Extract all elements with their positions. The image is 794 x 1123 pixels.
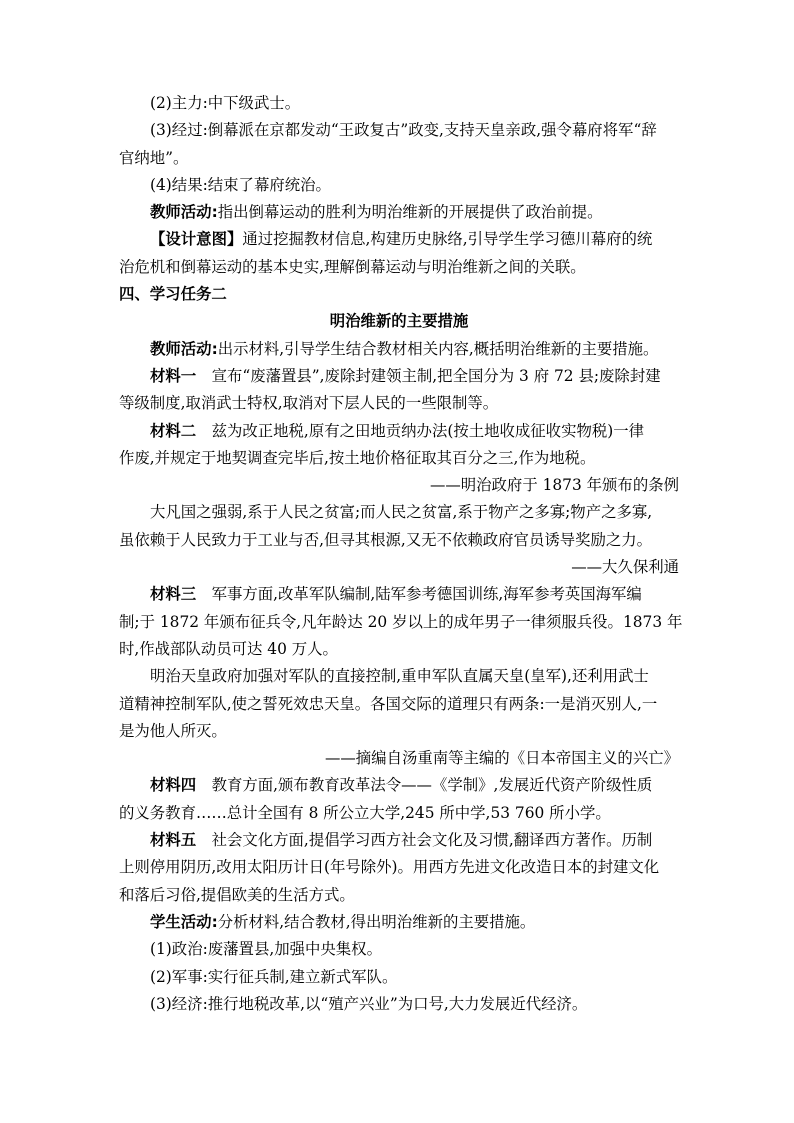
- bold-label: 四、学习任务二: [119, 285, 227, 304]
- text-line-30: [119, 882, 679, 909]
- bold-label: 材料二: [150, 421, 197, 440]
- line-text: (3)经济:推行地税改革,以“殖产兴业”为口号,大力发展近代经济。: [150, 994, 588, 1013]
- text-line-13: [119, 418, 679, 445]
- text-line-17: [119, 527, 679, 554]
- text-line-21: [119, 636, 679, 663]
- text-line-10: [119, 336, 679, 363]
- text-line-31: [119, 909, 679, 936]
- line-text: 虽依赖于人民致力于工业与否,但寻其根源,又无不依赖政府官员诱导奖励之力。: [119, 530, 653, 549]
- bold-label: 教师活动:: [150, 339, 218, 358]
- bold-label: 学生活动:: [150, 912, 218, 931]
- text-line-12: [119, 390, 679, 417]
- text-line-22: [119, 663, 679, 690]
- line-text: 制;于 1872 年颁布征兵令,凡年龄达 20 岁以上的成年男子一律须服兵役。1873 年: [119, 612, 683, 631]
- line-text: 通过挖掘教材信息,构建历史脉络,引导学生学习德川幕府的统: [242, 230, 653, 249]
- text-line-4: [119, 172, 679, 199]
- text-line-32: [119, 936, 679, 963]
- text-line-15: [119, 472, 679, 499]
- text-line-6: [119, 226, 679, 253]
- line-text: 是为他人所灭。: [119, 721, 227, 740]
- text-line-16: [119, 499, 679, 526]
- text-line-23: [119, 691, 679, 718]
- text-line-9: [119, 308, 679, 335]
- bold-label: 教师活动:: [150, 203, 218, 222]
- line-text: ——明治政府于 1873 年颁布的条例: [429, 476, 679, 495]
- text-line-29: [119, 854, 679, 881]
- text-line-24: [119, 718, 679, 745]
- line-text: 治危机和倒幕运动的基本史实,理解倒幕运动与明治维新之间的关联。: [119, 257, 586, 276]
- bold-label: 材料三: [150, 585, 197, 604]
- text-line-2: [119, 117, 679, 144]
- text-line-19: [119, 581, 679, 608]
- line-text: 出示材料,引导学生结合教材相关内容,概括明治维新的主要措施。: [217, 339, 659, 358]
- text-line-27: [119, 800, 679, 827]
- text-line-18: [119, 554, 679, 581]
- text-line-7: [119, 254, 679, 281]
- text-line-8: [119, 281, 679, 308]
- line-text: 官纳地”。: [119, 148, 189, 167]
- text-line-14: [119, 445, 679, 472]
- line-text: 宣布“废藩置县”,废除封建领主制,把全国分为 3 府 72 县;废除封建: [196, 366, 661, 385]
- line-text: 大凡国之强弱,系于人民之贫富;而人民之贫富,系于物产之多寡;物产之多寡,: [150, 503, 653, 522]
- line-text: 时,作战部队动员可达 40 万人。: [119, 639, 338, 658]
- line-text: 和落后习俗,提倡欧美的生活方式。: [119, 885, 355, 904]
- text-line-5: [119, 199, 679, 226]
- line-text: 分析材料,结合教材,得出明治维新的主要措施。: [217, 912, 536, 931]
- text-line-1: [119, 90, 679, 117]
- line-text: (2)军事:实行征兵制,建立新式军队。: [150, 967, 398, 986]
- line-text: (1)政治:废藩置县,加强中央集权。: [150, 940, 382, 959]
- line-text: 兹为改正地税,原有之田地贡纳办法(按土地收成征收实物税)一律: [196, 421, 645, 440]
- text-line-11: [119, 363, 679, 390]
- line-text: 的义务教育……总计全国有 8 所公立大学,245 所中学,53 760 所小学。: [119, 803, 611, 822]
- line-text: 等级制度,取消武士特权,取消对下层人民的一些限制等。: [119, 394, 499, 413]
- bold-label: 材料四: [150, 776, 197, 795]
- line-text: 明治天皇政府加强对军队的直接控制,重申军队直属天皇(皇军),还利用武士: [150, 667, 649, 686]
- bold-label: 材料五: [150, 831, 197, 850]
- text-line-25: [119, 745, 679, 772]
- text-line-3: [119, 145, 679, 172]
- line-text: 社会文化方面,提倡学习西方社会文化及习惯,翻译西方著作。历制: [196, 831, 653, 850]
- text-line-20: [119, 609, 683, 636]
- line-text: (4)结果:结束了幕府统治。: [150, 175, 331, 194]
- text-line-33: [119, 964, 679, 991]
- line-text: (3)经过:倒幕派在京都发动“王政复古”政变,支持天皇亲政,强令幕府将军“辞: [150, 121, 657, 140]
- bold-label: 明治维新的主要措施: [329, 312, 469, 331]
- line-text: 作废,并规定于地契调查完毕后,按土地价格征取其百分之三,作为地税。: [119, 448, 596, 467]
- text-line-28: [119, 827, 679, 854]
- line-text: 上则停用阴历,改用太阳历计日(年号除外)。用西方先进文化改造日本的封建文化: [119, 858, 660, 877]
- text-line-34: [119, 991, 679, 1018]
- line-text: ——大久保利通: [571, 558, 679, 577]
- line-text: 军事方面,改革军队编制,陆军参考德国训练,海军参考英国海军编: [196, 585, 642, 604]
- line-text: ——摘编自汤重南等主编的《日本帝国主义的兴亡》: [325, 749, 679, 768]
- line-text: 指出倒幕运动的胜利为明治维新的开展提供了政治前提。: [217, 203, 603, 222]
- line-text: (2)主力:中下级武士。: [150, 94, 301, 112]
- document-page: [119, 90, 683, 1018]
- bold-label: 【设计意图】: [150, 230, 243, 249]
- bold-label: 材料一: [150, 366, 197, 385]
- text-line-26: [119, 772, 679, 799]
- line-text: 教育方面,颁布教育改革法令——《学制》,发展近代资产阶级性质: [196, 776, 653, 795]
- line-text: 道精神控制军队,使之誓死效忠天皇。各国交际的道理只有两条:一是消灭别人,一: [119, 694, 658, 713]
